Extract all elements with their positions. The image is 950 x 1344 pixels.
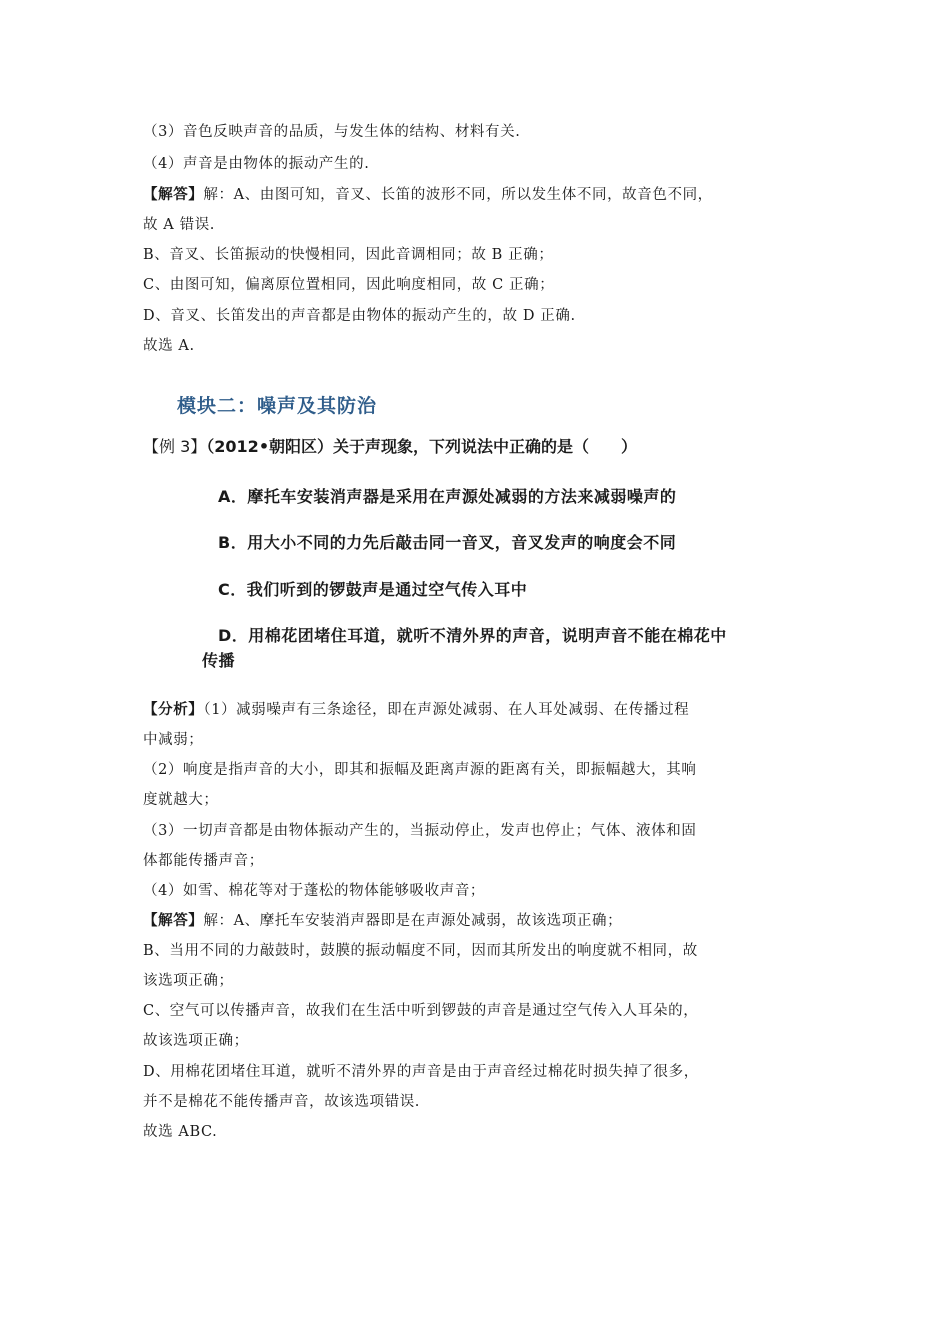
analysis-line7: （4）如雪、棉花等对于蓬松的物体能够吸收声音； [143, 883, 486, 899]
analysis-line5: （3）一切声音都是由物体振动产生的，当振动停止，发声也停止；气体、液体和固 [143, 823, 697, 839]
analysis-line2: 中减弱； [143, 732, 204, 748]
prev-answer-line1 [143, 184, 823, 206]
answer-line-d2: 并不是棉花不能传播声音，故该选项错误. [143, 1094, 421, 1110]
analysis-line4: 度就越大； [143, 792, 219, 808]
prev-analysis-point4: （4）声音是由物体的振动产生的. [143, 156, 370, 172]
option-c: C．我们听到的锣鼓声是通过空气传入耳中 [218, 580, 528, 599]
option-a: A．摩托车安装消声器是采用在声源处减弱的方法来减弱噪声的 [218, 487, 677, 506]
answer-choice: 故选 ABC. [143, 1124, 218, 1140]
analysis-label: 【分析】 [143, 701, 204, 718]
answer-line-b1: B、当用不同的力敲鼓时，鼓膜的振动幅度不同，因而其所发出的响度就不相同，故 [143, 943, 698, 959]
analysis-line6: 体都能传播声音； [143, 853, 264, 869]
answer-line-c2: 故该选项正确； [143, 1033, 249, 1049]
analysis-line1 [143, 699, 823, 721]
prev-answer-option-d: D、音叉、长笛发出的声音都是由物体的振动产生的，故 D 正确. [143, 308, 576, 324]
answer-label: 【解答】 [143, 186, 204, 203]
answer-line-c1: C、空气可以传播声音，故我们在生活中听到锣鼓的声音是通过空气传入人耳朵的， [143, 1003, 699, 1019]
example-stem: （2012•朝阳区）关于声现象，下列说法中正确的是（ ） [206, 437, 638, 456]
option-b: B．用大小不同的力先后敲击同一音叉，音叉发声的响度会不同 [218, 533, 677, 552]
module-title: 模块二：噪声及其防治 [177, 395, 378, 417]
prev-answer-option-b: B、音叉、长笛振动的快慢相同，因此音调相同；故 B 正确； [143, 247, 554, 263]
analysis-text: （1）减弱噪声有三条途径，即在声源处减弱、在人耳处减弱、在传播过程 [203, 702, 690, 718]
answer-label: 【解答】 [143, 912, 204, 929]
option-d-continued: 传播 [202, 651, 236, 670]
answer-line-d1: D、用棉花团堵住耳道，就听不清外界的声音是由于声音经过棉花时损失掉了很多， [143, 1064, 699, 1080]
analysis-line3: （2）响度是指声音的大小，即其和振幅及距离声源的距离有关，即振幅越大，其响 [143, 762, 697, 778]
prev-answer-text: 解：A、由图可知，音叉、长笛的波形不同，所以发生体不同，故音色不同， [203, 187, 713, 203]
prev-answer-choice: 故选 A. [143, 338, 195, 354]
prev-answer-option-c: C、由图可知，偏离原位置相同，因此响度相同，故 C 正确； [143, 277, 555, 293]
prev-analysis-point3: （3）音色反映声音的品质，与发生体的结构、材料有关. [143, 124, 521, 140]
answer-text: 解：A、摩托车安装消声器即是在声源处减弱，故该选项正确； [203, 913, 623, 929]
answer-line-b2: 该选项正确； [143, 973, 234, 989]
prev-answer-line2: 故 A 错误. [143, 217, 215, 233]
example-tag: 【例 3】 [143, 437, 207, 456]
option-d: D．用棉花团堵住耳道，就听不清外界的声音，说明声音不能在棉花中 [218, 626, 727, 645]
example-header [143, 434, 637, 457]
answer-line-a [143, 910, 823, 932]
